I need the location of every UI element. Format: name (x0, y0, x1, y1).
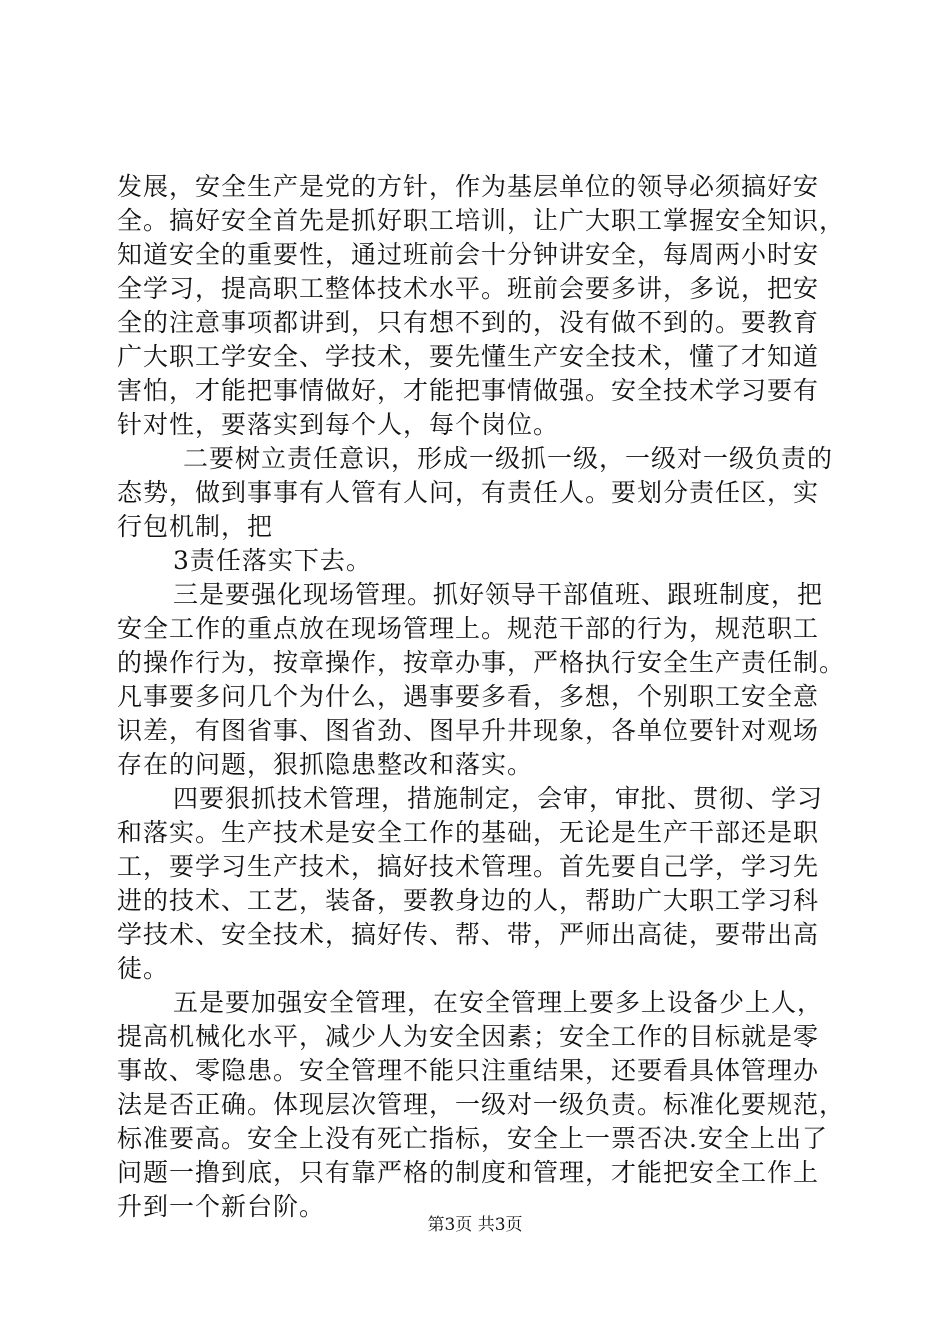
paragraph-1 (117, 170, 846, 442)
text-line: 问题一撸到底，只有靠严格的制度和管理，才能把安全工作上 (117, 1158, 820, 1187)
text-line: 行包机制，把 (117, 512, 274, 541)
text-line: 工，要学习生产技术，搞好技术管理。首先要自己学，学习先 (117, 852, 820, 881)
text-line: 发展，安全生产是党的方针，作为基层单位的领导必须搞好安 (117, 172, 820, 201)
text-line: 标准要高。安全上没有死亡指标，安全上一票否决.安全上出了 (117, 1124, 828, 1153)
text-line: 进的技术、工艺，装备，要教身边的人，帮助广大职工学习科 (117, 886, 820, 915)
paragraph-3 (117, 544, 837, 578)
text-line: 知道安全的重要性，通过班前会十分钟讲安全，每周两小时安 (117, 240, 820, 269)
text-line: 提高机械化水平，减少人为安全因素；安全工作的目标就是零 (117, 1022, 820, 1051)
document-body (117, 170, 846, 1224)
text-line: 凡事要多问几个为什么，遇事要多看，多想，个别职工安全意 (117, 682, 820, 711)
text-line: 3责任落实下去。 (173, 546, 372, 575)
text-line: 安全工作的重点放在现场管理上。规范干部的行为，规范职工 (117, 614, 820, 643)
text-line: 学技术、安全技术，搞好传、帮、带，严师出高徒，要带出高 (117, 920, 820, 949)
text-line: 广大职工学安全、学技术，要先懂生产安全技术，懂了才知道 (117, 342, 820, 371)
text-line: 识差，有图省事、图省劲、图早升井现象，各单位要针对观场 (117, 716, 820, 745)
page-footer (0, 1214, 950, 1236)
text-line: 二要树立责任意识，形成一级抓一级，一级对一级负责的 (183, 444, 834, 473)
text-line: 三是要强化现场管理。抓好领导干部值班、跟班制度，把 (173, 580, 824, 609)
text-line: 全学习，提高职工整体技术水平。班前会要多讲，多说，把安 (117, 274, 820, 303)
text-line: 害怕，才能把事情做好，才能把事情做强。安全技术学习要有 (117, 376, 820, 405)
page-number: 第3页 共3页 (427, 1215, 523, 1235)
text-line: 针对性，要落实到每个人，每个岗位。 (117, 410, 560, 439)
text-line: 五是要加强安全管理，在安全管理上要多上设备少上人， (173, 988, 824, 1017)
text-line: 徒。 (117, 954, 170, 983)
text-line: 存在的问题，狠抓隐患整改和落实。 (117, 750, 534, 779)
paragraph-2 (117, 442, 837, 544)
text-line: 的操作行为，按章操作，按章办事，严格执行安全生产责任制。 (117, 648, 846, 677)
text-line: 全的注意事项都讲到，只有想不到的，没有做不到的。要教育 (117, 308, 820, 337)
paragraph-4 (117, 578, 846, 782)
text-line: 全。搞好安全首先是抓好职工培训，让广大职工掌握安全知识， (117, 206, 846, 235)
text-line: 法是否正确。体现层次管理，一级对一级负责。标准化要规范， (117, 1090, 846, 1119)
paragraph-5 (117, 782, 837, 986)
paragraph-6 (117, 986, 846, 1224)
text-line: 态势，做到事事有人管有人问，有责任人。要划分责任区，实 (117, 478, 820, 507)
text-line: 四要狠抓技术管理，措施制定，会审，审批、贯彻、学习 (173, 784, 824, 813)
text-line: 和落实。生产技术是安全工作的基础，无论是生产干部还是职 (117, 818, 820, 847)
text-line: 升到一个新台阶。 (117, 1192, 326, 1221)
text-line: 事故、零隐患。安全管理不能只注重结果，还要看具体管理办 (117, 1056, 820, 1085)
